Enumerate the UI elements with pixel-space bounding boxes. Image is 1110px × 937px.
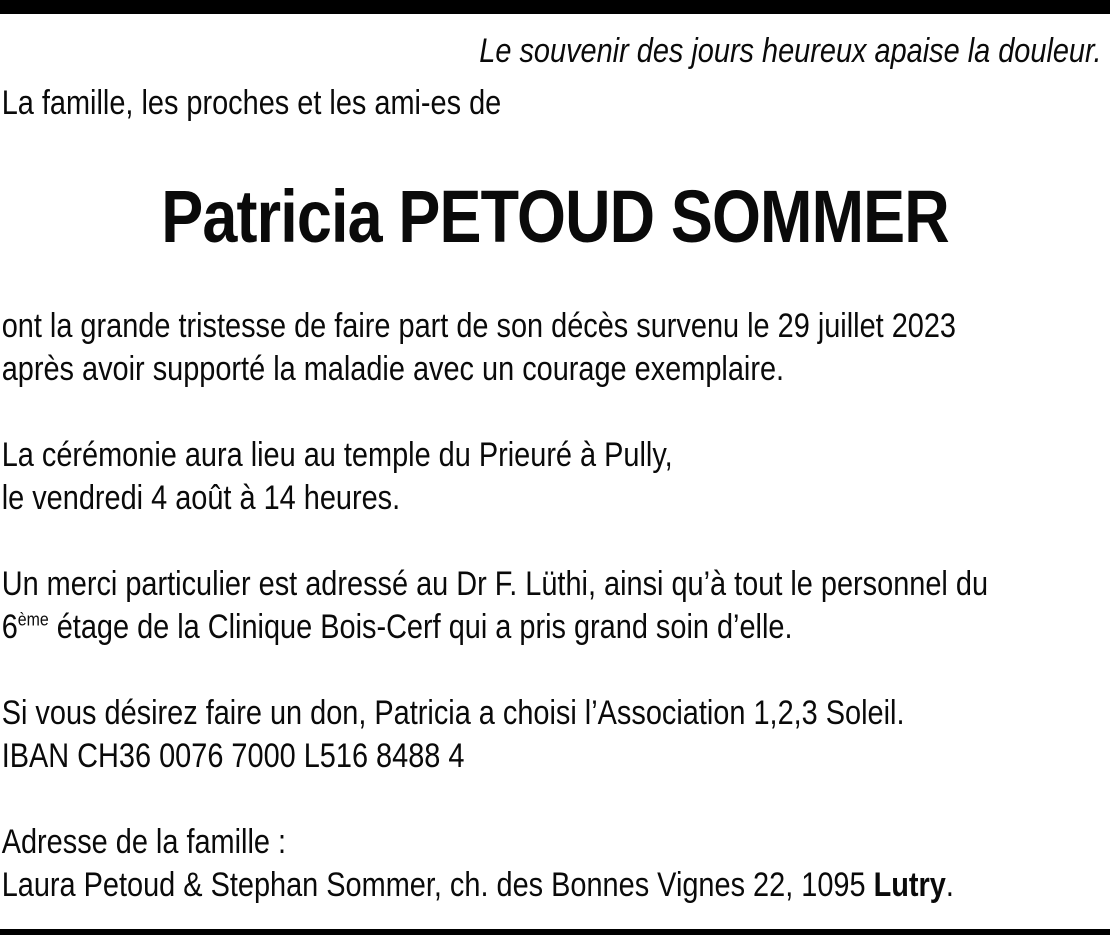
death-line-2: après avoir supporté la maladie avec un courage exemplaire. [1,350,785,388]
top-rule [0,0,1110,14]
paragraph-donation [2,692,1110,778]
paragraph-family-address [2,821,1110,907]
ceremony-line-1: La cérémonie aura lieu au temple du Prieuré à Pully, [1,436,673,474]
notice-body [0,14,1110,907]
deceased-name: Patricia PETOUD SOMMER [161,175,949,258]
donation-iban: IBAN CH36 0076 7000 L516 8488 4 [1,737,465,775]
thanks-floor-ordinal: ème [17,608,49,630]
paragraph-ceremony [2,434,1110,520]
thanks-floor-number: 6 [1,608,18,646]
address-label: Adresse de la famille : [1,823,287,861]
ceremony-line-2: le vendredi 4 août à 14 heures. [1,479,401,517]
thanks-line-2: étage de la Clinique Bois-Cerf qui a pris grand soin d’elle. [48,608,793,646]
address-line-2: Laura Petoud & Stephan Sommer, ch. des Bonnes Vignes 22, 1095 [1,866,874,904]
death-line-1: ont la grande tristesse de faire part de son décès survenu le 29 juillet 2023 [1,307,956,345]
thanks-line-1: Un merci particulier est adressé au Dr F. Lüthi, ainsi qu’à tout le personnel du [1,565,989,603]
donation-line-1: Si vous désirez faire un don, Patricia a choisi l’Association 1,2,3 Soleil. [1,694,905,732]
intro-line: La famille, les proches et les ami-es de [1,84,502,122]
address-city: Lutry [873,866,946,904]
paragraph-death-announcement [2,305,1110,391]
epigraph: Le souvenir des jours heureux apaise la douleur. [479,32,1102,70]
paragraph-thanks [2,563,1110,649]
bottom-rule [0,929,1110,935]
address-period: . [945,866,954,904]
